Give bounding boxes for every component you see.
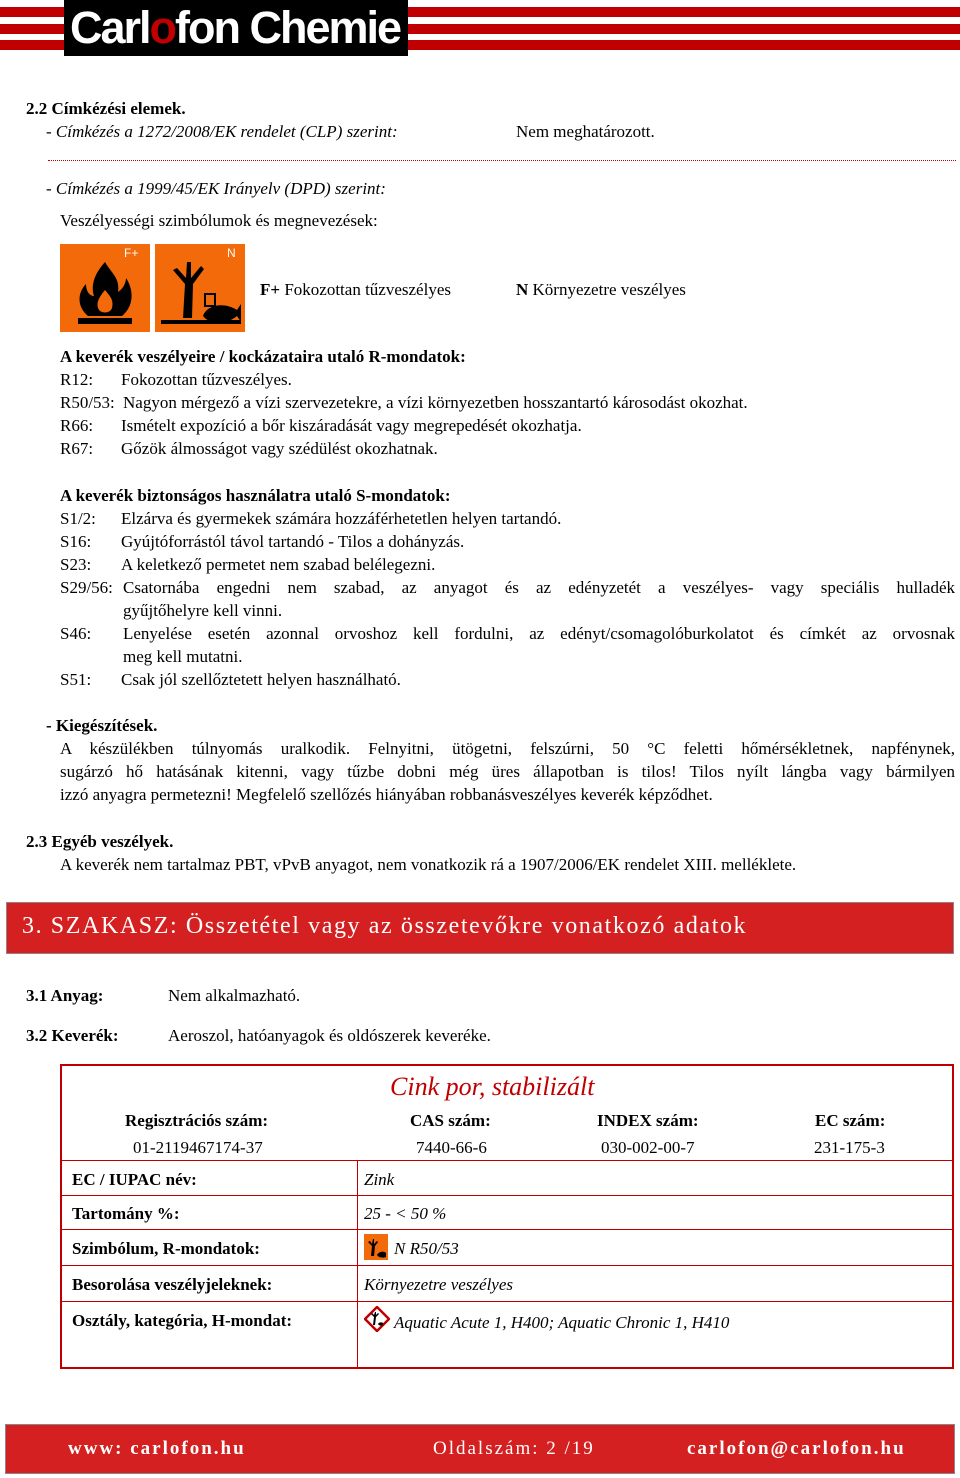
header-stripe: [0, 7, 64, 17]
supplement-heading: - Kiegészítések.: [46, 716, 158, 735]
symbol-f-plus-description: F+ Fokozottan tűzveszélyes: [260, 280, 451, 299]
s-phrase-code: S46:: [60, 624, 92, 643]
r-phrase-text: Gőzök álmosságot vagy szédülést okozhatnak.: [121, 439, 438, 458]
ec-number-value: 231-175-3: [814, 1138, 885, 1157]
dead-tree-fish-icon: [155, 244, 245, 332]
section-2-2-title: 2.2 Címkézési elemek.: [26, 99, 186, 118]
r-phrases-heading: A keverék veszélyeire / kockázataira utaló R-mondatok:: [60, 347, 466, 366]
cas-number-value: 7440-66-6: [416, 1138, 487, 1157]
r-phrase-text: Fokozottan tűzveszélyes.: [121, 370, 292, 389]
r-phrase-code: R66:: [60, 416, 94, 435]
iupac-value: Zink: [364, 1170, 395, 1189]
section-2-3-title: 2.3 Egyéb veszélyek.: [26, 832, 174, 851]
mixture-label: 3.2 Keverék:: [26, 1026, 119, 1045]
s-phrases-heading: A keverék biztonságos használatra utaló S-mondatok:: [60, 486, 451, 505]
component-name: Cink por, stabilizált: [390, 1072, 595, 1101]
mixture-value: Aeroszol, hatóanyagok és oldószerek keveréke.: [168, 1026, 491, 1045]
symbols-heading: Veszélyességi szimbólumok és megnevezések:: [60, 211, 378, 230]
reg-number-value: 01-2119467174-37: [133, 1138, 263, 1157]
concentration-value: 25 - < 50 %: [364, 1204, 447, 1223]
reg-number-label: Regisztrációs szám:: [125, 1111, 269, 1130]
s-phrase-code: S23:: [60, 555, 92, 574]
r-phrase-code: R12:: [60, 370, 94, 389]
table-rule: [62, 1229, 952, 1230]
footer-page-number: Oldalszám: 2 /19: [433, 1438, 595, 1459]
table-rule: [62, 1301, 952, 1302]
section-3-title: 3. SZAKASZ: Összetétel vagy az összetevőkre vonatkozó adatok: [22, 913, 748, 939]
header-stripe: [408, 24, 960, 34]
table-rule: [62, 1195, 952, 1196]
cas-number-label: CAS szám:: [410, 1111, 491, 1130]
header-stripe: [0, 24, 64, 34]
table-rule: [62, 1265, 952, 1266]
header-stripe: [408, 40, 960, 50]
s-phrase-text: Lenyelése esetén azonnal orvoshoz kell fordulni, az edényt/csomagolóburkolatot és címkét az orvosnak: [123, 624, 955, 643]
hazard-class-label: Osztály, kategória, H-mondat:: [72, 1311, 293, 1330]
page-header: [0, 0, 960, 60]
s-phrase-continuation: gyűjtőhelyre kell vinni.: [123, 601, 283, 620]
classification-value: Környezetre veszélyes: [364, 1275, 514, 1294]
classification-label: Besorolása veszélyjeleknek:: [72, 1275, 273, 1294]
header-stripe: [408, 7, 960, 17]
symbol-r-value: N R50/53: [394, 1239, 459, 1258]
r-phrase-code: R50/53:: [60, 393, 115, 412]
ghs-diamond-icon: [364, 1306, 390, 1332]
ghs-environment-icon: [364, 1306, 390, 1332]
s-phrase-text: A keletkező permetet nem szabad belélegezni.: [121, 555, 436, 574]
environment-mini-icon: [364, 1234, 388, 1260]
s-phrase-code: S1/2:: [60, 509, 96, 528]
clp-value: Nem meghatározott.: [516, 122, 655, 141]
ec-number-label: EC szám:: [815, 1111, 886, 1130]
r-phrase-text: Nagyon mérgező a vízi szervezetekre, a vízi környezetben hosszantartó károsodást okozhat.: [123, 393, 748, 412]
company-logo: Carlofon Chemie: [70, 2, 401, 53]
hazard-class-value: Aquatic Acute 1, H400; Aquatic Chronic 1, H410: [394, 1313, 730, 1332]
s-phrase-text: Gyújtóforrástól távol tartandó - Tilos a dohányzás.: [121, 532, 465, 551]
table-rule: [62, 1160, 952, 1161]
supplement-line: A készülékben túlnyomás uralkodik. Felnyitni, ütögetni, felszúrni, 50 °C feletti hőmérsékletnek, napfénynek,: [60, 739, 955, 758]
table-rule: [357, 1160, 358, 1367]
flame-icon: [60, 244, 150, 332]
supplement-line: izzó anyagra permetezni! Megfelelő szellőzés hiányában robbanásveszélyes keverék képződhet.: [60, 785, 713, 804]
s-phrase-text: Elzárva és gyermekek számára hozzáférhetetlen helyen tartandó.: [121, 509, 562, 528]
supplement-line: sugárzó hő hatásának kitenni, vagy tűzbe dobni még üres állapotban is tilos! Tilos nyílt lángba vagy bármilyen: [60, 762, 955, 781]
footer-email: carlofon@carlofon.hu: [687, 1438, 906, 1459]
symbol-n-description: N Környezetre veszélyes: [516, 280, 686, 299]
index-number-value: 030-002-00-7: [601, 1138, 695, 1157]
s-phrase-code: S16:: [60, 532, 92, 551]
r-phrase-text: Ismételt expozíció a bőr kiszáradását vagy megrepedését okozhatja.: [121, 416, 582, 435]
section-2-3-text: A keverék nem tartalmaz PBT, vPvB anyagot, nem vonatkozik rá a 1907/2006/EK rendelet XIII. melléklete.: [60, 855, 797, 874]
r-phrase-code: R67:: [60, 439, 94, 458]
flammable-pictogram: F+: [60, 244, 150, 332]
concentration-label: Tartomány %:: [72, 1204, 180, 1223]
s-phrase-continuation: meg kell mutatni.: [123, 647, 243, 666]
substance-label: 3.1 Anyag:: [26, 986, 104, 1005]
s-phrase-code: S51:: [60, 670, 92, 689]
iupac-label: EC / IUPAC név:: [72, 1170, 197, 1189]
s-phrase-text: Csatornába engedni nem szabad, az anyagot és az edényzetét a veszélyes- vagy speciális hulladék: [123, 578, 955, 597]
index-number-label: INDEX szám:: [597, 1111, 699, 1130]
dead-tree-icon: [364, 1234, 388, 1260]
header-stripe: [0, 40, 64, 50]
clp-label: - Címkézés a 1272/2008/EK rendelet (CLP) szerint:: [46, 122, 398, 141]
substance-value: Nem alkalmazható.: [168, 986, 301, 1005]
s-phrase-text: Csak jól szellőztetett helyen használható.: [121, 670, 401, 689]
dpd-label: - Címkézés a 1999/45/EK Irányelv (DPD) szerint:: [46, 179, 386, 198]
dotted-divider: [48, 160, 956, 161]
s-phrase-code: S29/56:: [60, 578, 113, 597]
environment-pictogram: N: [155, 244, 245, 332]
footer-website: www: carlofon.hu: [68, 1438, 246, 1459]
symbol-r-label: Szimbólum, R-mondatok:: [72, 1239, 260, 1258]
